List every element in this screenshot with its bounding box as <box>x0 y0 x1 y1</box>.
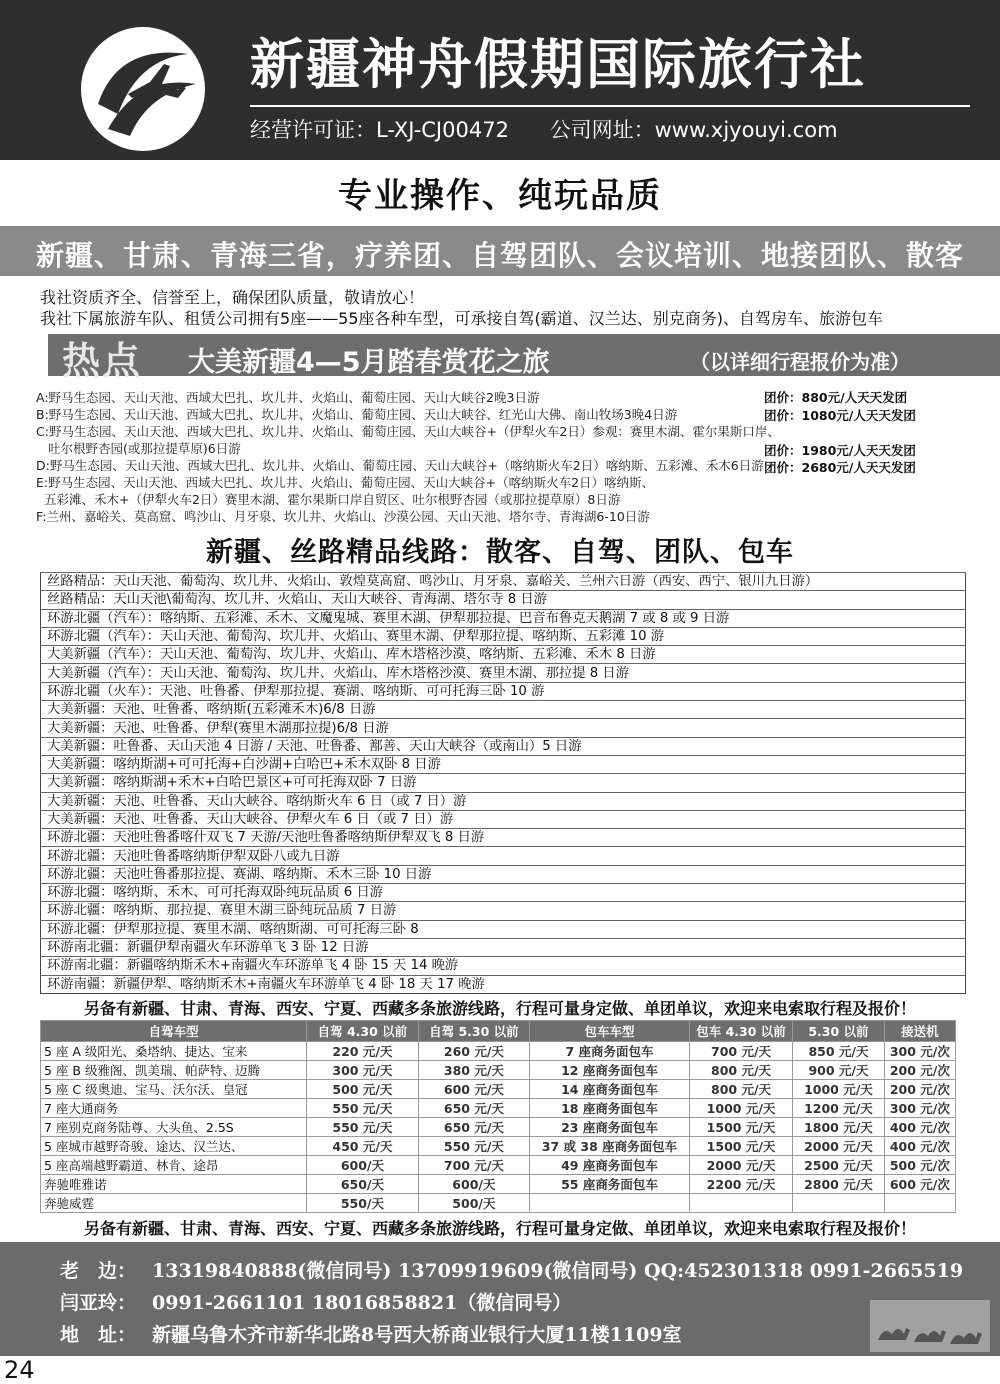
route-row <box>41 957 966 975</box>
car-cell-self-drive-price-0530: 550 元/天 <box>418 1137 529 1156</box>
car-cell-self-drive-model: 5 座 A 级阳光、桑塔纳、捷达、宝来 <box>41 1042 307 1061</box>
price-b: 团价：1080元/人天天发团 <box>764 408 916 423</box>
car-cell-self-drive-price-0430: 550 元/天 <box>307 1118 418 1137</box>
route-row <box>41 646 966 664</box>
car-cell-self-drive-price-0430: 450 元/天 <box>307 1137 418 1156</box>
contact-label-1: 老 边： <box>60 1260 137 1282</box>
route-text: 环游北疆（火车）：天池、吐鲁番、伊犁那拉提、赛湖、喀纳斯、可可托海三卧 10 游 <box>41 682 966 700</box>
car-cell-self-drive-price-0430: 550 元/天 <box>307 1099 418 1118</box>
intro-line-1: 我社资质齐全、信誉至上，确保团队质量，敬请放心！ <box>40 288 425 307</box>
route-text: 大美新疆（汽车）：天山天池、葡萄沟、坎儿井、火焰山、库木塔格沙漠、赛里木湖、那拉提 8 日游 <box>41 664 966 682</box>
route-row <box>41 810 966 828</box>
col-charter-before-0530: 5.30 以前 <box>793 1021 884 1042</box>
car-cell-charter-model: 55 座商务面包车 <box>530 1175 690 1194</box>
car-cell-charter-price-0430 <box>689 1194 792 1213</box>
route-text: 环游北疆（汽车）：喀纳斯、五彩滩、禾木、文魔鬼城、赛里木湖、伊犁那拉提、巴音布鲁克天鹅湖 7 或 8 或 9 日游 <box>41 609 966 627</box>
tour-e-cont: 五彩滩、禾木+（伊犁火车2日）赛里木湖、霍尔果斯口岸自贸区、吐尔根野杏园（或那拉提草原）8日游 <box>44 492 621 507</box>
car-cell-charter-price-0530: 850 元/天 <box>793 1042 884 1061</box>
car-cell-self-drive-model: 奔驰威霆 <box>41 1194 307 1213</box>
company-name: 新疆神舟假期国际旅行社 <box>250 33 866 96</box>
car-cell-self-drive-price-0430: 650/天 <box>307 1175 418 1194</box>
route-row <box>41 737 966 755</box>
car-row <box>41 1042 956 1061</box>
car-cell-self-drive-model: 奔驰唯雅诺 <box>41 1175 307 1194</box>
route-row <box>41 701 966 719</box>
car-cell-charter-price-0530: 2800 元/天 <box>793 1175 884 1194</box>
route-row <box>41 591 966 609</box>
tour-c: C:野马生态园、天山天池、西域大巴扎、坎儿井、火焰山、葡萄庄园、天山大峡谷+（伊犁火车2日）参观：赛里木湖、霍尔果斯口岸、 <box>36 424 780 439</box>
car-cell-charter-price-0530 <box>793 1194 884 1213</box>
car-cell-self-drive-price-0530: 650 元/天 <box>418 1099 529 1118</box>
tour-d: D:野马生态园、天山天池、西域大巴扎、坎儿井、火焰山、葡萄庄园、天山大峡谷+（喀纳斯火车2日）喀纳斯、五彩滩、禾木6日游 <box>36 458 764 473</box>
route-text: 环游南北疆：新疆喀纳斯禾木+南疆火车环游单飞 4 卧 15 天 14 晚游 <box>41 957 966 975</box>
car-cell-charter-price-0530: 1000 元/天 <box>793 1080 884 1099</box>
car-cell-self-drive-price-0530: 600/天 <box>418 1175 529 1194</box>
car-cell-self-drive-model: 7 座大通商务 <box>41 1099 307 1118</box>
car-cell-airport-transfer-price <box>884 1194 955 1213</box>
route-text: 丝路精品：天山天池、葡萄沟、坎儿井、火焰山、敦煌莫高窟、鸣沙山、月牙泉、嘉峪关、兰州六日游（西安、西宁、银川九日游） <box>41 573 966 591</box>
route-row <box>41 755 966 773</box>
car-cell-charter-model <box>530 1194 690 1213</box>
contact-address: 新疆乌鲁木齐市新华北路8号西大桥商业银行大厦11楼1109室 <box>152 1324 682 1346</box>
car-cell-airport-transfer-price: 500 元/次 <box>884 1156 955 1175</box>
car-cell-charter-price-0530: 1800 元/天 <box>793 1118 884 1137</box>
car-cell-charter-model: 49 座商务面包车 <box>530 1156 690 1175</box>
route-row <box>41 829 966 847</box>
car-cell-self-drive-price-0530: 500/天 <box>418 1194 529 1213</box>
hot-tag: 热点 <box>62 339 143 383</box>
car-cell-charter-price-0430: 1500 元/天 <box>689 1137 792 1156</box>
silk-road-title: 新疆、丝路精品线路：散客、自驾、团队、包车 <box>206 537 794 568</box>
route-text: 环游北疆（汽车）：天山天池、葡萄沟、坎儿井、火焰山、赛里木湖、伊犁那拉提、喀纳斯、五彩滩 10 游 <box>41 627 966 645</box>
car-row <box>41 1137 956 1156</box>
routes-table <box>40 572 966 994</box>
route-text: 环游北疆：伊犁那拉提、赛里木湖、喀纳斯湖、可可托海三卧 8 <box>41 920 966 938</box>
route-row <box>41 920 966 938</box>
col-charter-before-0430: 包车 4.30 以前 <box>689 1021 792 1042</box>
car-cell-charter-price-0430: 800 元/天 <box>689 1061 792 1080</box>
header-divider <box>250 105 970 107</box>
car-cell-airport-transfer-price: 200 元/次 <box>884 1061 955 1080</box>
car-cell-charter-price-0430: 700 元/天 <box>689 1042 792 1061</box>
car-cell-self-drive-price-0430: 500 元/天 <box>307 1080 418 1099</box>
tour-a: A:野马生态园、天山天池、西域大巴扎、坎儿井、火焰山、葡萄庄园、天山大峡谷2晚3日游 <box>36 390 540 405</box>
car-cell-self-drive-price-0430: 550/天 <box>307 1194 418 1213</box>
contact-label-2: 闫亚玲： <box>60 1292 137 1314</box>
car-cell-charter-price-0430: 2000 元/天 <box>689 1156 792 1175</box>
route-text: 大美新疆：天池、吐鲁番、喀纳斯(五彩滩禾木)6/8 日游 <box>41 701 966 719</box>
route-row <box>41 884 966 902</box>
car-cell-self-drive-price-0530: 650 元/天 <box>418 1118 529 1137</box>
tour-f: F:兰州、嘉峪关、莫高窟、鸣沙山、月牙泉、坎儿井、火焰山、沙漠公园、天山天池、塔尔寺、青海湖6-10日游 <box>36 509 650 524</box>
route-row <box>41 865 966 883</box>
car-cell-charter-model: 37 或 38 座商务面包车 <box>530 1137 690 1156</box>
route-text: 大美新疆：喀纳斯湖+禾木+白哈巴景区+可可托海双卧 7 日游 <box>41 774 966 792</box>
route-text: 大美新疆：天池、吐鲁番、伊犁(赛里木湖那拉提)6/8 日游 <box>41 719 966 737</box>
route-row <box>41 609 966 627</box>
col-self-drive-before-0430: 自驾 4.30 以前 <box>307 1021 418 1042</box>
car-cell-airport-transfer-price: 600 元/次 <box>884 1175 955 1194</box>
col-self-drive-before-0530: 自驾 5.30 以前 <box>418 1021 529 1042</box>
car-cell-charter-model: 23 座商务面包车 <box>530 1118 690 1137</box>
route-text: 环游北疆：天池吐鲁番那拉提、赛湖、喀纳斯、禾木三卧 10 日游 <box>41 865 966 883</box>
car-cell-charter-price-0430: 800 元/天 <box>689 1080 792 1099</box>
car-cell-self-drive-price-0530: 600 元/天 <box>418 1080 529 1099</box>
contact-row-2 <box>60 1288 571 1315</box>
tour-c-cont: 吐尔根野杏园(或那拉提草原)6日游 <box>48 441 241 456</box>
car-cell-self-drive-price-0530: 260 元/天 <box>418 1042 529 1061</box>
route-text: 大美新疆（汽车）：天山天池、葡萄沟、坎儿井、火焰山、库木塔格沙漠、喀纳斯、五彩滩、禾木 8 日游 <box>41 646 966 664</box>
price-a: 团价：880元/人天天发团 <box>764 390 908 405</box>
car-cell-charter-price-0530: 2000 元/天 <box>793 1137 884 1156</box>
car-cell-charter-price-0430: 1000 元/天 <box>689 1099 792 1118</box>
car-cell-charter-price-0530: 900 元/天 <box>793 1061 884 1080</box>
route-text: 环游北疆：天池吐鲁番喀纳斯伊犁双卧八或九日游 <box>41 847 966 865</box>
car-cell-self-drive-price-0430: 300 元/天 <box>307 1061 418 1080</box>
car-cell-charter-price-0430: 1500 元/天 <box>689 1118 792 1137</box>
route-row <box>41 902 966 920</box>
route-text: 环游南疆：新疆伊犁、喀纳斯禾木+南疆火车环游单飞 4 卧 18 天 17 晚游 <box>41 975 966 993</box>
car-cell-self-drive-model: 5 座 B 级雅阁、凯美瑞、帕萨特、迈腾 <box>41 1061 307 1080</box>
car-cell-self-drive-model: 7 座别克商务陆尊、大头鱼、2.5S <box>41 1118 307 1137</box>
car-cell-airport-transfer-price: 400 元/次 <box>884 1118 955 1137</box>
car-cell-self-drive-price-0530: 380 元/天 <box>418 1061 529 1080</box>
car-cell-charter-price-0430: 2200 元/天 <box>689 1175 792 1194</box>
route-row <box>41 664 966 682</box>
route-row <box>41 573 966 591</box>
extra-note-2: 另备有新疆、甘肃、青海、西安、宁夏、西藏多条旅游线路，行程可量身定做、单团单议，欢迎来电索取行程及报价！ <box>83 1219 916 1238</box>
car-cell-charter-price-0530: 2500 元/天 <box>793 1156 884 1175</box>
route-text: 大美新疆：喀纳斯湖+可可托海+白沙湖+白哈巴+禾木双卧 8 日游 <box>41 755 966 773</box>
car-row <box>41 1118 956 1137</box>
car-cell-charter-model: 12 座商务面包车 <box>530 1061 690 1080</box>
car-cell-charter-price-0530: 1200 元/天 <box>793 1099 884 1118</box>
car-cell-airport-transfer-price: 200 元/次 <box>884 1080 955 1099</box>
tour-b: B:野马生态园、天山天池、西域大巴扎、坎儿井、火焰山、葡萄庄园、天山大峡谷、红光山大佛、南山牧场3晚4日游 <box>36 407 678 422</box>
extra-note: 另备有新疆、甘肃、青海、西安、宁夏、西藏多条旅游线路，行程可量身定做、单团单议，欢迎来电索取行程及报价！ <box>83 999 916 1018</box>
route-text: 环游南北疆：新疆伊犁南疆火车环游单飞 3 卧 12 日游 <box>41 938 966 956</box>
contact-phones-2[interactable]: 0991-2661101 18016858821（微信同号） <box>152 1292 572 1314</box>
col-self-drive-model: 自驾车型 <box>41 1021 307 1042</box>
page-number: 24 <box>4 1356 35 1384</box>
contact-row-1 <box>60 1256 963 1283</box>
route-row <box>41 792 966 810</box>
airplane-logo-icon <box>78 24 208 154</box>
camel-caravan-icon <box>870 1300 990 1352</box>
route-row <box>41 774 966 792</box>
route-text: 大美新疆：吐鲁番、天山天池 4 日游 / 天池、吐鲁番、鄯善、天山大峡谷（或南山）5 日游 <box>41 737 966 755</box>
hot-title: 大美新疆4—5月踏春赏花之旅 <box>188 347 550 378</box>
car-row <box>41 1061 956 1080</box>
car-cell-charter-model: 18 座商务面包车 <box>530 1099 690 1118</box>
car-cell-charter-model: 7 座商务面包车 <box>530 1042 690 1061</box>
car-row <box>41 1175 956 1194</box>
license-number: 经营许可证：L-XJ-CJ00472 <box>250 118 509 142</box>
route-text: 丝路精品：天山天池\葡萄沟、坎儿井、火焰山、天山大峡谷、青海湖、塔尔寺 8 日游 <box>41 591 966 609</box>
car-cell-self-drive-model: 5 座高端越野霸道、林肯、途昂 <box>41 1156 307 1175</box>
car-cell-self-drive-model: 5 座 C 级奥迪、宝马、沃尔沃、皇冠 <box>41 1080 307 1099</box>
company-website[interactable]: 公司网址：www.xjyouyi.com <box>549 118 838 142</box>
route-row <box>41 719 966 737</box>
license-line <box>250 114 990 144</box>
route-row <box>41 847 966 865</box>
col-airport-transfer: 接送机 <box>884 1021 955 1042</box>
car-rental-table <box>40 1020 956 1213</box>
car-cell-self-drive-price-0530: 700 元/天 <box>418 1156 529 1175</box>
hot-note: （以详细行程报价为准） <box>690 350 910 374</box>
route-row <box>41 682 966 700</box>
route-row <box>41 938 966 956</box>
car-row <box>41 1080 956 1099</box>
slogan: 专业操作、纯玩品质 <box>338 176 662 216</box>
tour-e: E:野马生态园、天山天池、西域大巴扎、坎儿井、火焰山、葡萄庄园、天山大峡谷+（喀纳斯火车2日）喀纳斯、 <box>36 475 655 490</box>
car-cell-charter-model: 14 座商务面包车 <box>530 1080 690 1099</box>
contact-row-3 <box>60 1320 682 1347</box>
car-cell-self-drive-price-0430: 220 元/天 <box>307 1042 418 1061</box>
route-text: 环游北疆：喀纳斯、禾木、可可托海双卧纯玩品质 6 日游 <box>41 884 966 902</box>
contact-label-3: 地 址： <box>60 1324 137 1346</box>
route-text: 环游北疆：喀纳斯、那拉提、赛里木湖三卧纯玩品质 7 日游 <box>41 902 966 920</box>
route-row <box>41 975 966 993</box>
car-cell-airport-transfer-price: 300 元/次 <box>884 1042 955 1061</box>
route-text: 大美新疆：天池、吐鲁番、天山大峡谷、伊犁火车 6 日（或 7 日）游 <box>41 810 966 828</box>
intro-line-2: 我社下属旅游车队、租赁公司拥有5座——55座各种车型，可承接自驾(霸道、汉兰达、别克商务)、自驾房车、旅游包车 <box>40 309 884 328</box>
car-row <box>41 1099 956 1118</box>
route-text: 环游北疆：天池吐鲁番喀什双飞 7 天游/天池吐鲁番喀纳斯伊犁双飞 8 日游 <box>41 829 966 847</box>
car-row <box>41 1156 956 1175</box>
car-cell-self-drive-model: 5 座城市越野奇骏、途达、汉兰达、 <box>41 1137 307 1156</box>
car-cell-airport-transfer-price: 300 元/次 <box>884 1099 955 1118</box>
route-row <box>41 627 966 645</box>
col-charter-model: 包车车型 <box>530 1021 690 1042</box>
route-text: 大美新疆：天池、吐鲁番、天山大峡谷、喀纳斯火车 6 日（或 7 日）游 <box>41 792 966 810</box>
car-cell-airport-transfer-price: 400 元/次 <box>884 1137 955 1156</box>
service-banner-text: 新疆、甘肃、青海三省，疗养团、自驾团队、会议培训、地接团队、散客 <box>35 239 964 272</box>
price-c: 团价：1980元/人天天发团 <box>764 443 916 458</box>
car-cell-self-drive-price-0430: 600/天 <box>307 1156 418 1175</box>
price-d: 团价：2680元/人天天发团 <box>764 460 916 475</box>
contact-phones-1[interactable]: 13319840888(微信同号) 13709919609(微信同号) QQ:452301318 0991-2665519 <box>152 1260 964 1282</box>
car-row <box>41 1194 956 1213</box>
